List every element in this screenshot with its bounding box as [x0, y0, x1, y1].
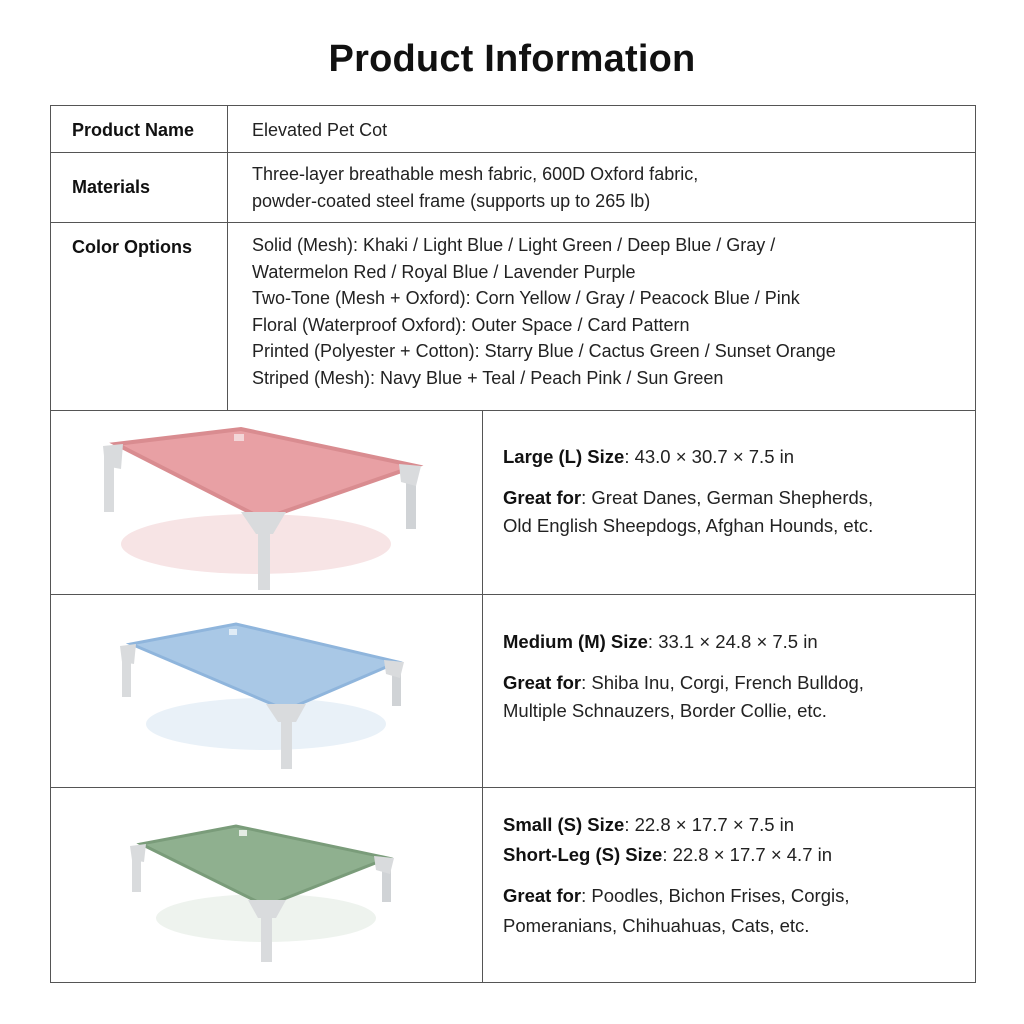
row-divider — [51, 410, 975, 411]
medium-size-value: : 33.1 × 24.8 × 7.5 in — [647, 631, 818, 652]
medium-great-for-value-2: Multiple Schnauzers, Border Collie, etc. — [503, 700, 827, 721]
product-name-value: Elevated Pet Cot — [252, 120, 388, 140]
small-great-for-label: Great for — [503, 885, 582, 906]
materials-value — [252, 161, 698, 214]
cot-tag — [229, 629, 237, 635]
short-leg-size-value: : 22.8 × 17.7 × 4.7 in — [662, 844, 833, 865]
large-size-value: : 43.0 × 30.7 × 7.5 in — [624, 446, 795, 467]
row-divider — [51, 222, 975, 223]
color-option-line: Two-Tone (Mesh + Oxford): Corn Yellow / Gray / Peacock Blue / Pink — [252, 288, 800, 309]
product-info-table — [50, 105, 976, 983]
cot-shadow — [146, 698, 386, 750]
small-cot-image — [126, 814, 406, 964]
color-option-line: Solid (Mesh): Khaki / Light Blue / Light Green / Deep Blue / Gray / — [252, 235, 776, 255]
column-divider — [227, 106, 228, 410]
page-title: Product Information — [328, 38, 696, 80]
small-great-for-value-2: Pomeranians, Chihuahuas, Cats, etc. — [503, 915, 810, 936]
color-option-line: Striped (Mesh): Navy Blue + Teal / Peach Pink / Sun Green — [252, 367, 724, 388]
row-divider — [51, 787, 975, 788]
cot-corner — [103, 444, 123, 469]
materials-line: Three-layer breathable mesh fabric, 600D Oxford fabric, — [252, 164, 699, 184]
color-option-line: Watermelon Red / Royal Blue / Lavender Purple — [252, 261, 636, 282]
small-size-value: : 22.8 × 17.7 × 7.5 in — [624, 814, 795, 835]
large-great-for-value: : Great Danes, German Shepherds, — [581, 487, 874, 508]
medium-great-for-value: : Shiba Inu, Corgi, French Bulldog, — [581, 672, 864, 693]
cot-corner — [399, 464, 421, 486]
medium-size-label: Medium (M) Size — [503, 631, 648, 652]
small-size-info — [503, 814, 850, 937]
short-leg-size-label: Short-Leg (S) Size — [503, 844, 663, 865]
small-great-for-value: : Poodles, Bichon Frises, Corgis, — [581, 885, 850, 906]
product-name-label: Product Name — [72, 120, 195, 140]
large-great-for-value-2: Old English Sheepdogs, Afghan Hounds, etc. — [503, 515, 874, 536]
color-option-line: Floral (Waterproof Oxford): Outer Space / Card Pattern — [252, 314, 690, 335]
materials-label: Materials — [72, 177, 151, 197]
color-options-value — [252, 232, 836, 392]
large-size-label: Large (L) Size — [503, 446, 625, 467]
cot-tag — [239, 830, 247, 836]
column-divider — [482, 410, 483, 983]
medium-size-info — [503, 631, 864, 722]
large-size-info — [503, 446, 873, 537]
color-options-label: Color Options — [72, 237, 192, 257]
large-great-for-label: Great for — [503, 487, 582, 508]
cot-corner — [120, 644, 136, 664]
large-cot-image — [91, 424, 431, 596]
color-option-line: Printed (Polyester + Cotton): Starry Blue / Cactus Green / Sunset Orange — [252, 341, 836, 362]
row-divider — [51, 152, 975, 153]
medium-cot-image — [116, 614, 416, 774]
small-size-label: Small (S) Size — [503, 814, 625, 835]
cot-corner — [130, 844, 146, 862]
medium-great-for-label: Great for — [503, 672, 582, 693]
cot-fabric — [116, 429, 416, 519]
cot-tag — [234, 434, 244, 441]
materials-line: powder-coated steel frame (supports up to 265 lb) — [252, 190, 651, 211]
